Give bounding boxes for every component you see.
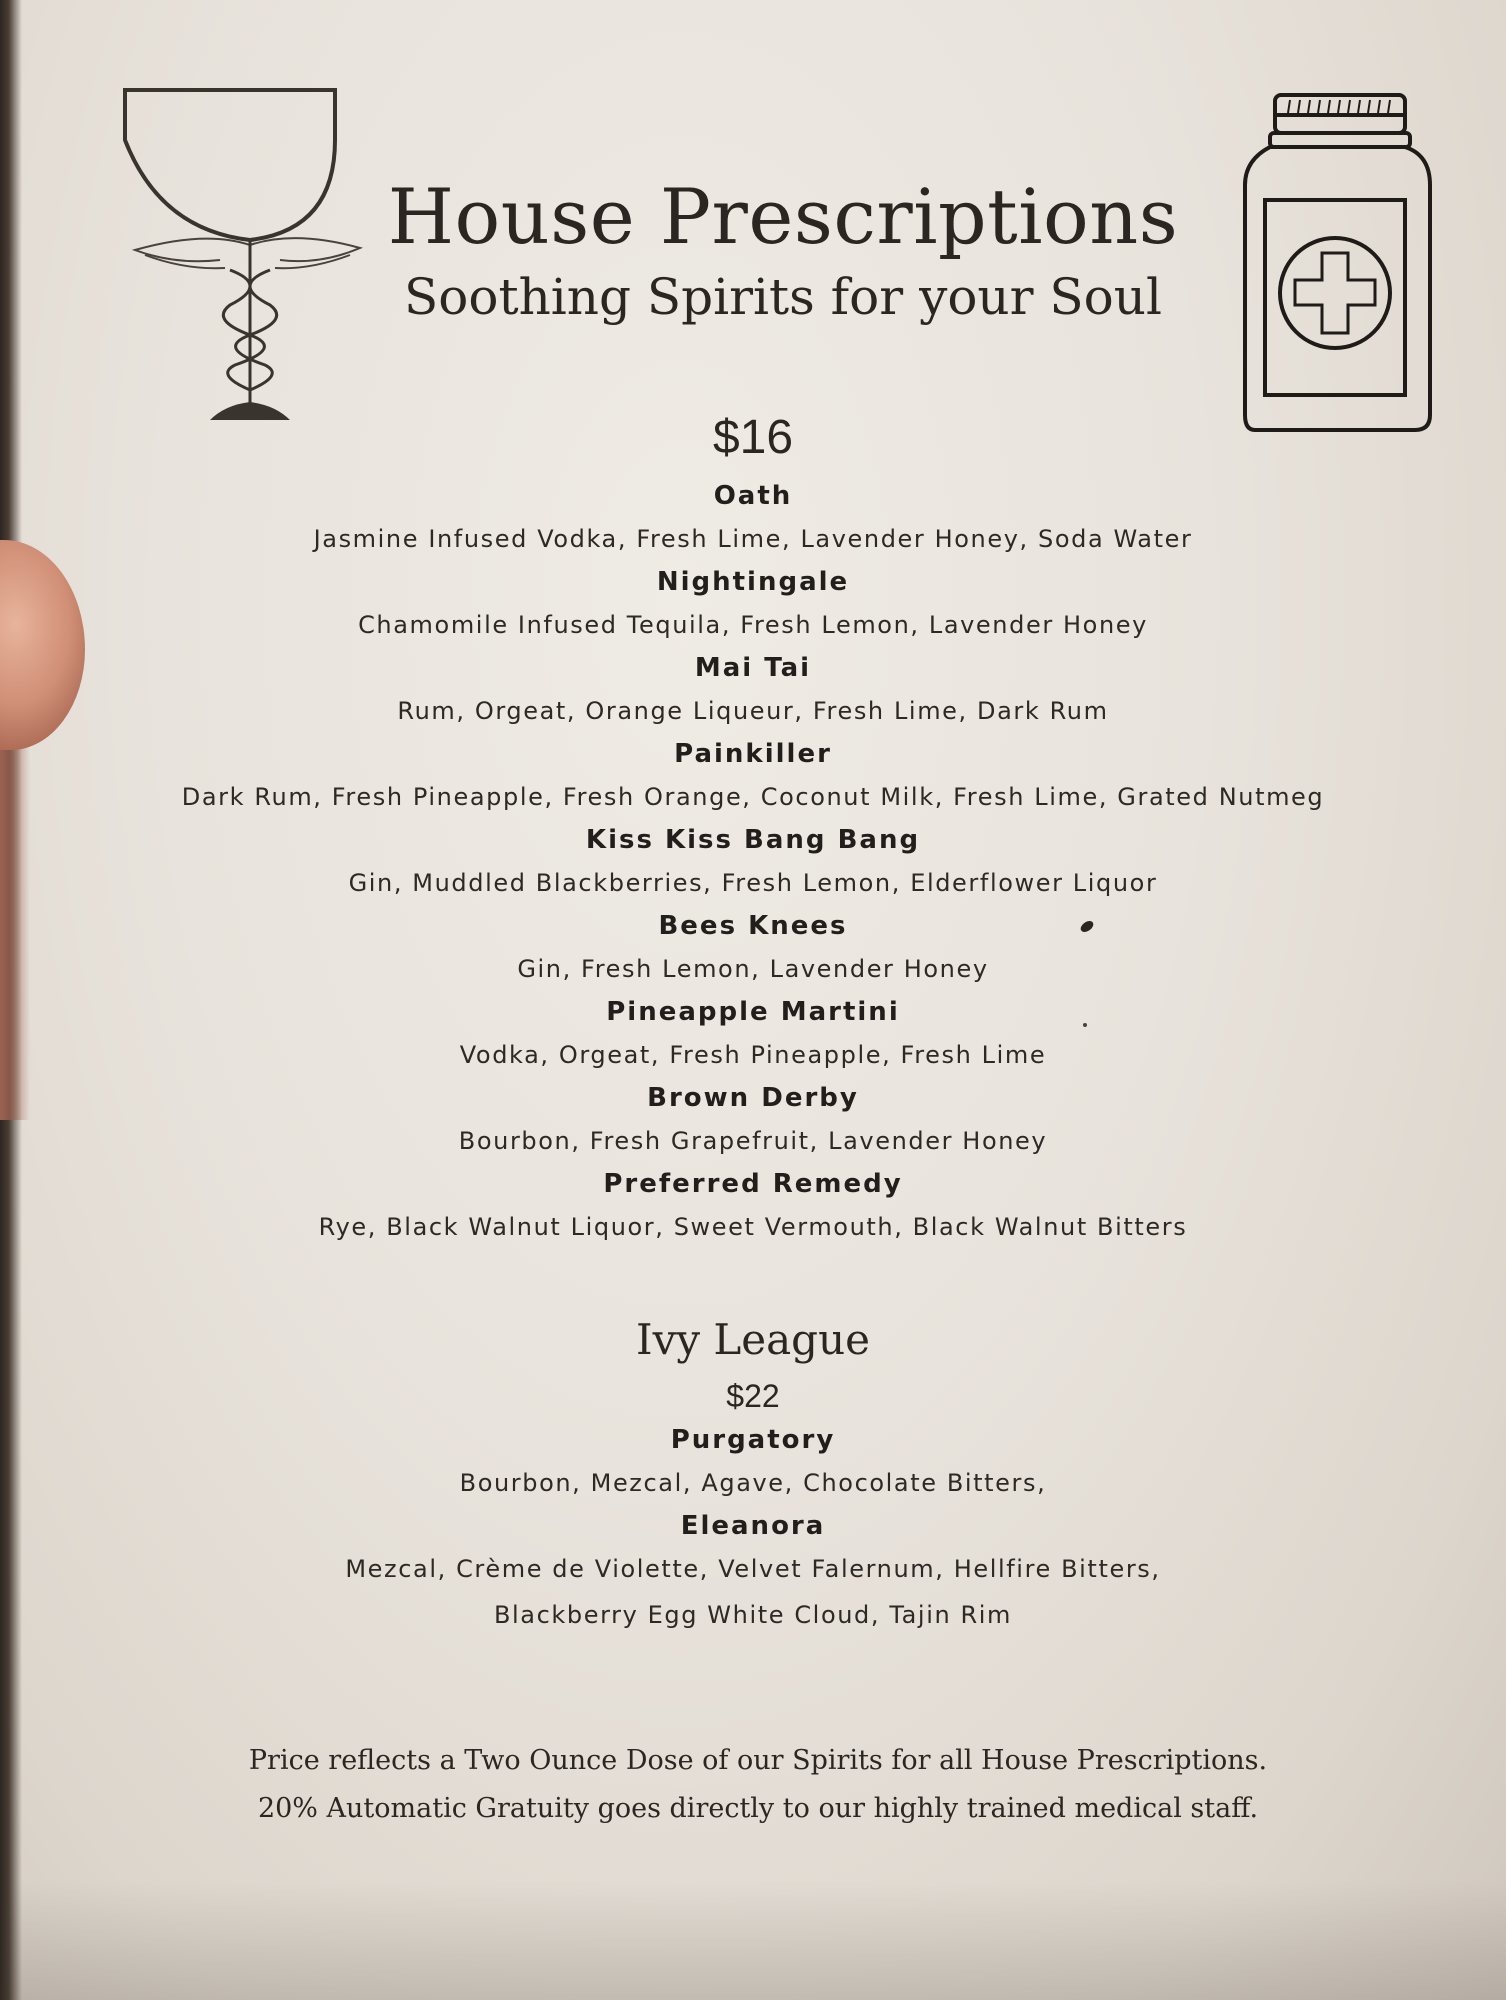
- section-price: $16: [712, 411, 794, 464]
- ink-speck: [1083, 1023, 1087, 1027]
- menu-item-name: Oath: [713, 481, 793, 511]
- menu-item-name: Purgatory: [670, 1425, 836, 1455]
- menu-item-description-continued: Blackberry Egg White Cloud, Tajin Rim: [493, 1601, 1013, 1629]
- menu-item-description: Jasmine Infused Vodka, Fresh Lime, Lavender Honey, Soda Water: [313, 525, 1193, 553]
- section-price: $22: [726, 1378, 780, 1414]
- menu-item: [0, 1164, 1506, 1250]
- menu-title: House Prescriptions: [387, 172, 1179, 261]
- menu-item: [0, 1078, 1506, 1164]
- menu-footer: [5, 1737, 1506, 1833]
- menu-item-name: Pineapple Martini: [606, 997, 900, 1027]
- menu-item-description: Rye, Black Walnut Liquor, Sweet Vermouth, Black Walnut Bitters: [318, 1213, 1188, 1241]
- menu-item-name: Mai Tai: [694, 653, 812, 683]
- footer-line-gratuity: 20% Automatic Gratuity goes directly to our highly trained medical staff.: [257, 1793, 1259, 1824]
- menu-item-name: Preferred Remedy: [603, 1169, 903, 1199]
- menu-item: [0, 1506, 1506, 1638]
- menu-item: [0, 476, 1506, 562]
- menu-item: [0, 1420, 1506, 1506]
- menu-item-name: Kiss Kiss Bang Bang: [585, 825, 921, 855]
- menu-item-description: Vodka, Orgeat, Fresh Pineapple, Fresh Lime: [459, 1041, 1047, 1069]
- menu-item-description: Chamomile Infused Tequila, Fresh Lemon, Lavender Honey: [358, 611, 1148, 639]
- menu-item-name: Eleanora: [680, 1511, 826, 1541]
- menu-item-description: Bourbon, Fresh Grapefruit, Lavender Honey: [458, 1127, 1048, 1155]
- menu-item: [0, 820, 1506, 906]
- menu-subtitle: Soothing Spirits for your Soul: [404, 268, 1162, 326]
- section-title-ivy-league: Ivy League: [636, 1315, 870, 1364]
- section-ivy-league-items: [0, 1420, 1506, 1638]
- menu-item: [0, 734, 1506, 820]
- menu-item: [0, 906, 1506, 992]
- menu-item-description: Bourbon, Mezcal, Agave, Chocolate Bitters,: [459, 1469, 1047, 1497]
- menu-item: [0, 648, 1506, 734]
- menu-item-description: Rum, Orgeat, Orange Liqueur, Fresh Lime, Dark Rum: [397, 697, 1109, 725]
- section-house-items: [0, 476, 1506, 1250]
- menu-item-name: Bees Knees: [658, 911, 848, 941]
- menu-item: [0, 992, 1506, 1078]
- footer-line-dose: Price reflects a Two Ounce Dose of our Spirits for all House Prescriptions.: [248, 1745, 1268, 1776]
- menu-item-description: Mezcal, Crème de Violette, Velvet Falernum, Hellfire Bitters,: [345, 1555, 1161, 1583]
- menu-item-name: Painkiller: [674, 739, 832, 769]
- menu-item-name: Nightingale: [656, 567, 850, 597]
- menu-item-description: Dark Rum, Fresh Pineapple, Fresh Orange, Coconut Milk, Fresh Lime, Grated Nutmeg: [181, 783, 1325, 811]
- menu-item: [0, 562, 1506, 648]
- menu-item-name: Brown Derby: [647, 1083, 859, 1113]
- menu-item-description: Gin, Fresh Lemon, Lavender Honey: [517, 955, 989, 983]
- paper-shadow: [0, 1880, 1506, 2000]
- menu-item-description: Gin, Muddled Blackberries, Fresh Lemon, Elderflower Liquor: [348, 869, 1158, 897]
